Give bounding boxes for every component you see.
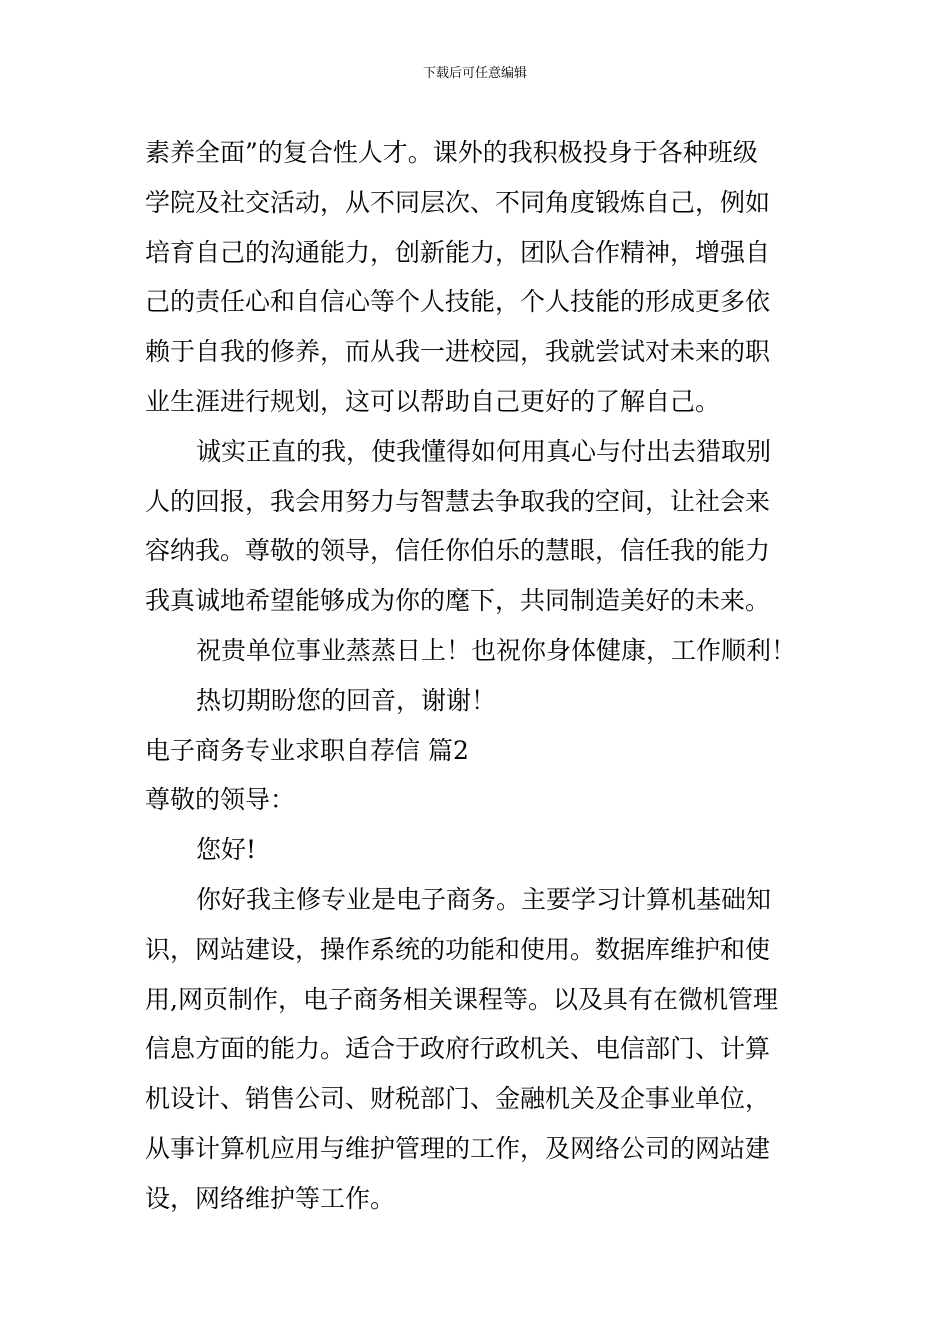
text-line: 用,网页制作，电子商务相关课程等。以及具有在微机管理 — [145, 984, 778, 1014]
text-line: 素养全面”的复合性人才。课外的我积极投身于各种班级 — [145, 138, 758, 167]
text-line: 识，网站建设，操作系统的功能和使用。数据库维护和使 — [145, 934, 771, 964]
page-header: 下载后可任意编辑 — [422, 66, 527, 81]
text-line: 人的回报，我会用努力与智慧去争取我的空间，让社会来 — [145, 486, 771, 516]
text-line: 学院及社交活动，从不同层次、不同角度锻炼自己，例如 — [145, 187, 771, 217]
section-title: 电子商务专业求职自荐信 篇2 — [145, 735, 469, 765]
closing-wish-line: 祝贵单位事业蒸蒸日上！也祝你身体健康，工作顺利！ — [196, 635, 797, 665]
paragraph-start-line: 诚实正直的我，使我懂得如何用真心与付出去猎取别 — [196, 436, 772, 466]
text-line: 机设计、销售公司、财税部门、金融机关及企事业单位， — [145, 1084, 771, 1114]
text-line: 赖于自我的修养，而从我一进校园，我就尝试对未来的职 — [145, 337, 771, 367]
text-line: 设，网络维护等工作。 — [145, 1183, 396, 1213]
text-line: 己的责任心和自信心等个人技能，个人技能的形成更多依 — [145, 287, 771, 317]
text-line: 从事计算机应用与维护管理的工作，及网络公司的网站建 — [145, 1133, 771, 1163]
text-line: 业生涯进行规划，这可以帮助自己更好的了解自己。 — [145, 386, 721, 416]
text-line: 容纳我。尊敬的领导，信任你伯乐的慧眼，信任我的能力 — [145, 536, 771, 566]
greeting: 您好! — [196, 835, 257, 865]
closing-thanks-line: 热切期盼您的回音，谢谢！ — [196, 685, 497, 715]
salutation: 尊敬的领导： — [145, 785, 296, 815]
text-line: 信息方面的能力。适合于政府行政机关、电信部门、计算 — [145, 1034, 771, 1064]
document-body — [145, 128, 810, 1224]
text-line: 培育自己的沟通能力，创新能力，团队合作精神，增强自 — [145, 237, 771, 267]
paragraph-start-line: 你好我主修专业是电子商务。主要学习计算机基础知 — [196, 884, 772, 914]
text-line: 我真诚地希望能够成为你的麾下，共同制造美好的未来。 — [145, 586, 771, 616]
